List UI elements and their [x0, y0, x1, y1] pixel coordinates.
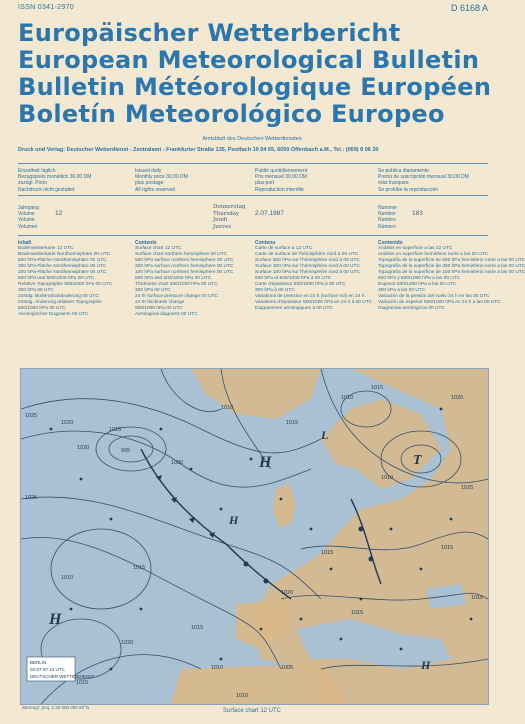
divider — [18, 235, 488, 236]
pressure-center-high: H — [49, 611, 62, 628]
info-column-de: Einzelheit täglich Bezugspreis monatlich 30,00 DM zuzügl. Porto Nachdruck nicht gestattet — [18, 168, 92, 193]
title-block — [18, 20, 494, 128]
isobar-label: 1025 — [25, 495, 38, 501]
weekday-labels: Donnerstag Thursday Jeudi Jueves — [213, 204, 246, 230]
isobar-label: 1015 — [286, 420, 299, 426]
isobar-label: 1010 — [221, 405, 234, 411]
isobar-label: 1015 — [133, 565, 146, 571]
title-de: Europäischer Wetterbericht — [18, 19, 401, 47]
map-projection-note: Stereogr. proj. 1:30 000 000 60°N — [22, 705, 90, 710]
info-column-fr: Publié quotidiennement Prix mensuel 30,00 DM plus port Reproduction interdite — [255, 168, 308, 193]
pressure-center-low: L — [321, 428, 329, 442]
isobar-label: 1020 — [61, 420, 74, 426]
title-fr: Bulletin Météorologique Européen — [18, 73, 492, 101]
contents-en: Contents Surface chart 12 UTC Surface chart northern hemisphere 00 UTC 500 hPa surface northern hemisphere 00 UTC 300 hPa surface northern hemisphere 00 UTC 100 hPa surface northern hemisphere 00 UTC 500 hPa and 500/1000 hPa 00 UTC Thickness chart 500/1000 hPa 00 UTC 300 hPa 00 UTC 24 hr surface pressure change 00 UTC 24 hr thickness change 500/1000 hPa 00 UTC Aerological diagrams 00 UTC — [135, 240, 234, 317]
pressure-center-high: H — [229, 513, 239, 527]
isobar-label: 1015 — [76, 680, 89, 686]
isobar-label: 1010 — [471, 595, 484, 601]
isobar-label: 1015 — [191, 625, 204, 631]
map-caption: Surface chart 12 UTC — [222, 708, 282, 714]
isobar-label: 1015 — [321, 550, 334, 556]
contents-fr: Contenu Carte de surface à 12 UTC Carte de surface de l'hémisphère nord à 00 UTC Surface 500 hPa sur l'hémisphère nord à 00 UTC Surface 300 hPa sur l'hémisphère nord à 00 UTC Surface 100 hPa sur l'hémisphère nord à 00 UTC 500 hPa et 500/1000 hPa à 00 UTC Carte d'épaisseur 500/1000 hPa à 00 UTC 300 hPa à 00 UTC Variations de pression en 24 h (surface sol) en 24 h Variations d'épaisseur 500/1000 hPa en 24 h à 00 UTC Diagrammes aérologiques à 00 UTC — [255, 240, 373, 311]
issue-date: 2.07.1987 — [255, 210, 284, 217]
info-column-en: Issued daily Monthly price 30,00 DM plus postage All rights reserved — [135, 168, 188, 193]
volume-value: 12 — [55, 210, 63, 217]
isobar-label: 1020 — [451, 395, 464, 401]
isobar-label: 1015 — [371, 385, 384, 391]
pressure-center-high: H — [421, 658, 431, 672]
isobar-label: 1015 — [351, 610, 364, 616]
isobar-label: 1025 — [461, 485, 474, 491]
amtsblatt: Amtsblatt des Deutschen Wetterdienstes — [202, 136, 302, 142]
stamp-line: DEUTSCHER WETTERDIENST — [30, 674, 95, 679]
stamp-line: 02-07-87 12 UTC — [30, 667, 65, 672]
isobar-label: 995 — [121, 448, 131, 454]
document-code: D 6168 A — [450, 3, 488, 13]
pressure-center-high: H — [259, 454, 272, 471]
divider — [18, 195, 488, 196]
isobar-label: 1010 — [236, 693, 249, 699]
isobar-label: 1020 — [77, 445, 90, 451]
issue-number: 183 — [412, 210, 423, 217]
title-es: Boletín Meteorológico Europeo — [18, 100, 445, 128]
issn: ISSN 0341-2970 — [18, 4, 74, 11]
isobar-label: 1010 — [381, 475, 394, 481]
number-labels: Nummer Number Numéro Número — [378, 205, 398, 230]
isobar-label: 1015 — [441, 545, 454, 551]
isobar-label: 1020 — [171, 460, 184, 466]
isobar-label: 1025 — [25, 413, 38, 419]
map-svg — [21, 369, 488, 704]
isobar-label: 1005 — [281, 665, 294, 671]
isobar-label: 1020 — [121, 640, 134, 646]
volume-labels: Jahrgang Volume Volume Volumen — [18, 205, 39, 230]
pressure-center-low: T — [413, 453, 422, 468]
divider — [18, 163, 488, 164]
isobar-label: 1020 — [281, 590, 294, 596]
contents-de: Inhalt Bodenwetterkarte 12 UTC Bodenwetterkarte Nordhemisphäre 00 UTC 500 hPa-Fläche Nordhemisphäre 00 UTC 300 hPa-Fläche Nordhemisphäre 00 UTC 100 hPa-Fläche Nordhemisphäre 00 UTC 500 hPa und 500/1000 hPa 00 UTC Relative Topographie 500/1000 hPa 00 UTC 300 hPa 00 UTC 24stdg. Bodendruckänderung 00 UTC 24stdg. Änderung relativer Topographie 500/1000 hPa 00 UTC Aerologischer Diagramm 00 UTC — [18, 240, 113, 317]
isobar-label: 1010 — [61, 575, 74, 581]
contents-es: Contenido Análisis en superficie a las 12 UTC Análisis en superficie hemisferio norte a las 00 UTC Topografía de la superficie de 500 hPa hemisferio norte a las 00 UTC Topografía de la superficie de 300 hPa hemisferio norte a las 00 UTC Topografía de la superficie de 100 hPa hemisferio norte a las 00 UTC 500 hPa y 500/1000 hPa a las 00 UTC Espesor 500/1000 hPa a las 00 UTC 300 hPa a las 00 UTC Variación de la presión del suelo 24 h en las 00 UTC Variación de espesor 500/1000 hPa en 24 h a las 00 UTC Diagramas aerológicos 00 UTC — [378, 240, 525, 311]
surface-chart-map — [20, 368, 489, 705]
isobar-label: 1010 — [341, 395, 354, 401]
isobar-label: 1015 — [109, 427, 122, 433]
publisher-line: Druck und Verlag: Deutscher Wetterdienst - Zentralamt - Frankfurter Straße 135, Postfach 10 04 65, 6050 Offenbach a.M., Tel.: (069) 8 06 20 — [18, 147, 379, 153]
info-column-es: Se publica diariamente Precio de suscripción mensual 30,00 DM más franqueo Se prohíbe la reproducción — [378, 168, 469, 193]
isobar-label: 1010 — [211, 665, 224, 671]
stamp-line: BERLIN — [30, 660, 47, 665]
title-en: European Meteorological Bulletin — [18, 46, 480, 74]
africa-land — [171, 664, 351, 704]
